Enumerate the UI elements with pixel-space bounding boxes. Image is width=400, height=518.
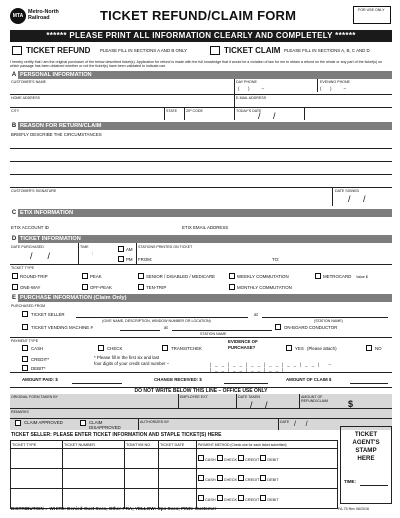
card-digits-input[interactable]: |__|__|__|__|__|__| – |__|__|__|__| (210, 362, 335, 372)
divider (304, 107, 305, 120)
time-label: TIME: (344, 479, 356, 484)
check-checkbox[interactable] (98, 345, 104, 351)
credit-checkbox[interactable] (238, 495, 244, 501)
senior-label: SENIOR / DISABLED / MEDICARE (146, 274, 216, 279)
ticket-refund-hint: PLEASE FILL IN SECTIONS A AND B ONLY (100, 48, 188, 53)
off-peak-label: OFF-PEAK (90, 285, 112, 290)
seller-write-line[interactable] (76, 317, 248, 318)
disapproved-label: CLAIM DISAPPROVED (89, 420, 121, 430)
table-row[interactable] (11, 449, 338, 469)
divider (10, 264, 392, 265)
certification-text: I hereby certify that I am the original purchaser of the below described ticket(s). Application for refund is made with the full knowledge that it would be a violation of law for me to obtain a refund on the whole or any part of the ticket(s) on which passage has been obtained whether or not the ticket(s) have been validated to indicate use. (10, 60, 383, 68)
debit-checkbox[interactable] (260, 495, 266, 501)
mta-logo: MTA (10, 8, 26, 24)
section-c-header (10, 209, 392, 217)
office-use-box (353, 6, 391, 24)
date-slash: / / (30, 251, 51, 261)
method-check: CHECK (223, 478, 238, 482)
divider (164, 107, 165, 120)
day-phone-parens[interactable]: ( ) – (238, 86, 265, 91)
cell-methods[interactable] (197, 489, 338, 509)
method-debit: DEBIT (267, 498, 279, 502)
metrocard-value-label: Value $ (356, 275, 368, 279)
evening-phone-label: EVENING PHONE (320, 80, 350, 84)
divider (10, 107, 392, 108)
ten-trip-label: TEN-TRIP (146, 285, 167, 290)
day-phone-label: DAY PHONE (236, 80, 257, 84)
weekly-label: WEEKLY COMMUTATION (237, 274, 289, 279)
section-c-letter: C (11, 210, 17, 216)
divider (236, 394, 237, 408)
credit-label: CREDIT* (31, 357, 50, 362)
date-slash: / / (258, 111, 276, 121)
cell-number[interactable] (63, 469, 125, 489)
tvm-checkbox[interactable] (22, 324, 28, 330)
stamp-line3: STAMP (355, 447, 377, 454)
tvm-station-hint: STATION NAME (200, 332, 227, 336)
purchased-from-label: PURCHASED FROM (11, 304, 46, 308)
monthly-label: MONTHLY COMMUTATION (237, 285, 292, 290)
cash-checkbox[interactable] (198, 475, 204, 481)
debit-checkbox[interactable] (260, 475, 266, 481)
date-label: DATE (280, 420, 290, 424)
section-b-title: REASON FOR RETURN/CLAIM (20, 123, 102, 129)
divider (299, 394, 300, 408)
todays-date-label: TODAY'S DATE (236, 109, 262, 113)
signature-label: CUSTOMER'S SIGNATURE (11, 189, 57, 193)
stamp-line1: TICKET (354, 431, 378, 438)
col-tom-tvm: TOM/TVM NO. (125, 441, 159, 449)
on-board-checkbox[interactable] (275, 324, 281, 330)
ticket-seller-label: TICKET SELLER (31, 312, 65, 317)
section-a-header (10, 71, 392, 79)
method-debit: DEBIT (267, 478, 279, 482)
tvm-label: TICKET VENDING MACHINE # (31, 325, 93, 330)
am-label: AM (126, 247, 133, 252)
brand-name (28, 9, 59, 21)
table-row[interactable] (11, 469, 338, 489)
refund-claim-form (10, 6, 392, 512)
claim-line[interactable] (350, 383, 388, 384)
metrocard-checkbox[interactable] (315, 273, 321, 279)
cell-tvm[interactable] (125, 449, 159, 469)
amount-of-claim-label: AMOUNT OF CLAIM $ (286, 377, 332, 382)
method-debit: DEBIT (267, 458, 279, 462)
to-label: TO: (272, 257, 280, 262)
cell-type[interactable] (11, 469, 63, 489)
debit-label: DEBIT* (31, 366, 46, 371)
cell-methods[interactable] (197, 449, 338, 469)
senior-checkbox[interactable] (138, 273, 144, 279)
divider (184, 107, 185, 120)
pm-checkbox[interactable] (118, 256, 124, 262)
ticket-refund-checkbox[interactable] (12, 46, 22, 55)
ticket-claim-checkbox[interactable] (210, 46, 220, 55)
print-clearly-banner: ****** PLEASE PRINT ALL INFORMATION CLEARLY AND COMPLETELY ****** (10, 30, 392, 42)
office-use-label: FOR USE ONLY (358, 8, 385, 12)
section-c-title: ETIX INFORMATION (20, 210, 74, 216)
weekly-checkbox[interactable] (229, 273, 235, 279)
evening-phone-parens[interactable]: ( ) – (320, 86, 347, 91)
amount-refund-label: AMOUNT OF REFUND/CLAIM (301, 395, 328, 403)
station-name-hint: (STATION NAME) (314, 319, 343, 323)
method-credit: CREDIT (245, 478, 260, 482)
ticket-type-label: TICKET TYPE (11, 266, 35, 270)
approved-label: CLAIM APPROVED (24, 420, 63, 425)
cash-checkbox[interactable] (198, 455, 204, 461)
seller-header: TICKET SELLER: PLEASE ENTER TICKET INFORMATION AND STAPLE TICKET(S) HERE (11, 432, 222, 438)
section-e-letter: E (11, 295, 16, 301)
tvm-write-line[interactable] (120, 330, 160, 331)
tvm-station-line[interactable] (172, 330, 272, 331)
date-slash: / / (294, 421, 308, 428)
divider (78, 243, 79, 264)
write-line[interactable] (10, 161, 392, 162)
refund-dollar: $ (348, 399, 354, 409)
col-ticket-type: TICKET TYPE (11, 441, 63, 449)
date-slash: / / (348, 194, 366, 204)
section-e-header (10, 294, 392, 302)
method-check: CHECK (223, 498, 238, 502)
agent-stamp-box (340, 426, 392, 504)
evidence-no-checkbox[interactable] (366, 345, 372, 351)
write-line[interactable] (10, 174, 392, 175)
card-note-line2: four digits of your credit card number – (94, 361, 170, 366)
employee-ext-label: EMPLOYEE EXT. (180, 395, 209, 399)
time-colon[interactable]: : (92, 251, 94, 256)
ticket-seller-checkbox[interactable] (22, 311, 28, 317)
change-line[interactable] (224, 383, 268, 384)
method-credit: CREDIT (245, 498, 260, 502)
transitchek-label: TRANSITCHEK (171, 346, 202, 351)
cash-checkbox[interactable] (198, 495, 204, 501)
city-label: CITY (11, 109, 20, 113)
metrocard-label: METROCARD (323, 274, 352, 279)
zip-label: ZIP CODE (186, 109, 203, 113)
evidence-no-label: NO (375, 346, 382, 351)
seller-hint: (GIVE NAME, DESCRIPTION, WINDOW NUMBER OR LOCATION) (102, 319, 211, 323)
cash-checkbox[interactable] (22, 345, 28, 351)
card-note-line1: * Please fill in the first six and last (94, 355, 160, 360)
stations-printed-label: STATIONS PRINTED ON TICKET (138, 245, 193, 249)
method-cash: CASH (205, 458, 216, 462)
divider (138, 418, 139, 430)
divider (234, 79, 235, 120)
divider (178, 394, 179, 408)
describe-label: BRIEFLY DESCRIBE THE CIRCUMSTANCES (11, 132, 102, 137)
monthly-checkbox[interactable] (229, 284, 235, 290)
cell-number[interactable] (63, 449, 125, 469)
peak-checkbox[interactable] (82, 273, 88, 279)
cell-date[interactable] (159, 469, 197, 489)
evidence-label: EVIDENCE OF (228, 339, 258, 344)
divider (136, 243, 137, 264)
check-checkbox[interactable] (217, 475, 223, 481)
divider (278, 418, 279, 430)
section-a-title: PERSONAL INFORMATION (20, 72, 92, 78)
payment-type-label: PAYMENT TYPE (11, 339, 39, 343)
check-checkbox[interactable] (217, 455, 223, 461)
evidence-yes-label: YES (295, 346, 304, 351)
approved-checkbox[interactable] (15, 420, 21, 426)
divider (10, 418, 392, 419)
etix-account-label: ETIX ACCOUNT ID (11, 225, 49, 230)
email-label: E-MAIL ADDRESS (236, 96, 267, 100)
transitchek-checkbox[interactable] (162, 345, 168, 351)
table-header-row (11, 441, 338, 449)
state-label: STATE (166, 109, 178, 113)
date-signed-label: DATE SIGNED (335, 189, 360, 193)
divider (10, 372, 392, 373)
brand-line1: Metro-North (28, 9, 59, 15)
write-line[interactable] (10, 148, 392, 149)
debit-checkbox[interactable] (22, 365, 28, 371)
remarks-label: REMARKS (11, 410, 29, 414)
round-trip-checkbox[interactable] (12, 273, 18, 279)
station-write-line[interactable] (262, 317, 388, 318)
date-taken-label: DATE TAKEN (238, 395, 260, 399)
cell-methods[interactable] (197, 469, 338, 489)
check-checkbox[interactable] (217, 495, 223, 501)
seller-ticket-table (10, 440, 338, 509)
section-d-letter: D (11, 236, 17, 242)
divider (10, 94, 392, 95)
pm-label: PM (126, 257, 133, 262)
home-address-label: HOME ADDRESS (11, 96, 40, 100)
method-credit: CREDIT (245, 458, 260, 462)
purchase-label: PURCHASE? (228, 345, 256, 350)
date-purchased-label: DATE PURCHASED (11, 245, 44, 249)
one-way-checkbox[interactable] (12, 284, 18, 290)
divider (332, 187, 333, 206)
authorized-by-label: AUTHORIZED BY (140, 420, 170, 424)
method-cash: CASH (205, 478, 216, 482)
col-ticket-number: TICKET NUMBER (63, 441, 125, 449)
credit-checkbox[interactable] (238, 455, 244, 461)
change-received-label: CHANGE RECEIVED: $ (154, 377, 202, 382)
from-label: FROM: (138, 257, 153, 262)
amount-paid-label: AMOUNT PAID: $ (22, 377, 58, 382)
disapproved-checkbox[interactable] (80, 420, 86, 426)
office-use-header: DO NOT WRITE BELOW THIS LINE – OFFICE USE ONLY (10, 387, 392, 394)
check-label: CHECK (107, 346, 123, 351)
section-b-header (10, 122, 392, 130)
col-ticket-date: TICKET DATE (159, 441, 197, 449)
customer-name-label: CUSTOMER'S NAME (11, 80, 46, 84)
ten-trip-checkbox[interactable] (138, 284, 144, 290)
section-d-header (10, 235, 392, 243)
stamp-line2: AGENT'S (352, 439, 380, 446)
ticket-claim-hint: PLEASE FILL IN SECTIONS A, B, C AND D (284, 48, 370, 53)
form-number: FA-75 Rev 06/2016 (338, 507, 369, 511)
time-line[interactable] (360, 485, 388, 486)
form-title: TICKET REFUND/CLAIM FORM (100, 8, 297, 23)
ticket-claim-label: TICKET CLAIM (224, 46, 281, 55)
debit-checkbox[interactable] (260, 455, 266, 461)
brand-line2: Railroad (28, 15, 50, 21)
divider (10, 337, 392, 338)
am-checkbox[interactable] (118, 246, 124, 252)
method-check: CHECK (223, 458, 238, 462)
on-board-label: ON-BOARD CONDUCTOR (284, 325, 338, 330)
time-label: TIME (80, 245, 89, 249)
evidence-yes-checkbox[interactable] (286, 345, 292, 351)
etix-email-label: ETIX EMAIL ADDRESS (182, 225, 229, 230)
divider (10, 187, 392, 188)
section-a-letter: A (11, 72, 17, 78)
col-payment-method: PAYMENT METHOD (Check one for each ticket submitted) (197, 441, 338, 449)
at-label-2: at (164, 325, 168, 330)
amount-paid-line[interactable] (72, 383, 122, 384)
section-e-title: PURCHASE INFORMATION (Claim Only) (20, 295, 127, 301)
cell-type[interactable] (11, 449, 63, 469)
one-way-label: ONE-WAY (20, 285, 41, 290)
section-d-title: TICKET INFORMATION (20, 236, 81, 242)
stamp-line4: HERE (357, 455, 375, 462)
section-b-letter: B (11, 123, 17, 129)
divider (317, 79, 318, 92)
please-attach-label: (Please attach) (307, 346, 337, 351)
cell-tvm[interactable] (125, 469, 159, 489)
peak-label: PEAK (90, 274, 102, 279)
ticket-refund-label: TICKET REFUND (26, 46, 91, 55)
credit-checkbox[interactable] (22, 356, 28, 362)
credit-checkbox[interactable] (238, 475, 244, 481)
cell-date[interactable] (159, 449, 197, 469)
at-label: at (254, 312, 258, 317)
off-peak-checkbox[interactable] (82, 284, 88, 290)
taken-by-label: ORIGINAL FORM TAKEN BY (11, 395, 59, 399)
date-slash: / / (250, 400, 268, 410)
distribution-note: DISTRIBUTION→ WHITE: Denied-Cust Svcs, Other-PRA; YELLOW: Ops Svcs; PINK: Customer (11, 506, 217, 511)
round-trip-label: ROUND-TRIP (20, 274, 48, 279)
method-cash: CASH (205, 498, 216, 502)
divider (10, 408, 392, 409)
cash-label: CASH (31, 346, 44, 351)
